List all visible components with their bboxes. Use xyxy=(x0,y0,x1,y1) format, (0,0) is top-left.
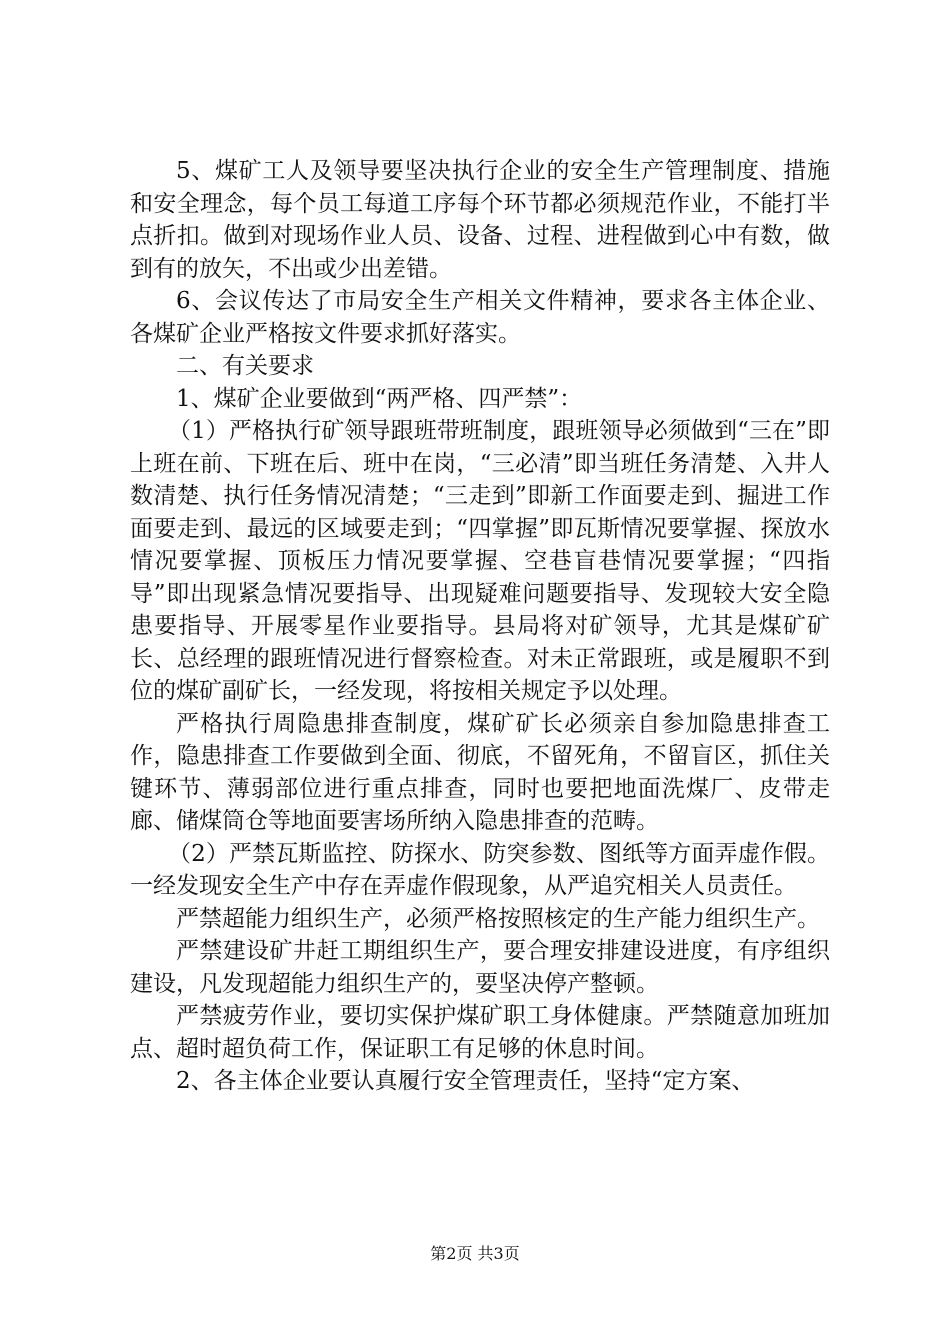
paragraph-item-6: 6、会议传达了市局安全生产相关文件精神，要求各主体企业、各煤矿企业严格按文件要求抓好落实。 xyxy=(130,288,830,347)
paragraph-no-overcapacity: 严禁超能力组织生产，必须严格按照核定的生产能力组织生产。 xyxy=(176,905,820,932)
paragraph-subitem-1: （1）严格执行矿领导跟班带班制度，跟班领导必须做到“三在”即上班在前、下班在后、班中在岗，“三必清”即当班任务清楚、入井人数清楚、执行任务情况清楚；“三走到”即新工作面要走到、掘进工作面要走到、最远的区域要走到；“四掌握”即瓦斯情况要掌握、探放水情况要掌握、顶板压力情况要掌握、空巷盲巷情况要掌握；“四指导”即出现紧急情况要指导、出现疑难问题要指导、发现较大安全隐患要指导、开展零星作业要指导。县局将对矿领导，尤其是煤矿矿长、总经理的跟班情况进行督察检查。对未正常跟班，或是履职不到位的煤矿副矿长，一经发现，将按相关规定予以处理。 xyxy=(130,418,830,704)
document-body xyxy=(130,155,830,1098)
paragraph-no-fatigue-work: 严禁疲劳作业，要切实保护煤矿职工身体健康。严禁随意加班加点、超时超负荷工作，保证职工有足够的休息时间。 xyxy=(130,1003,830,1062)
paragraph-hazard-inspection: 严格执行周隐患排查制度，煤矿矿长必须亲自参加隐患排查工作，隐患排查工作要做到全面、彻底，不留死角，不留盲区，抓住关键环节、薄弱部位进行重点排查，同时也要把地面洗煤厂、皮带走廊、储煤筒仓等地面要害场所纳入隐患排查的范畴。 xyxy=(130,710,830,834)
paragraph-requirement-1: 1、煤矿企业要做到“两严格、四严禁”： xyxy=(176,385,583,412)
page-number-footer: 第2页 共3页 xyxy=(430,1244,520,1263)
paragraph-requirement-2: 2、各主体企业要认真履行安全管理责任，坚持“定方案、 xyxy=(176,1068,755,1094)
paragraph-item-5: 5、煤矿工人及领导要坚决执行企业的安全生产管理制度、措施和安全理念，每个员工每道工序每个环节都必须规范作业，不能打半点折扣。做到对现场作业人员、设备、过程、进程做到心中有数，做到有的放矢，不出或少出差错。 xyxy=(130,158,830,282)
paragraph-subitem-2: （2）严禁瓦斯监控、防探水、防突参数、图纸等方面弄虚作假。一经发现安全生产中存在弄虚作假现象，从严追究相关人员责任。 xyxy=(130,840,830,899)
section-heading-requirements: 二、有关要求 xyxy=(176,353,314,379)
paragraph-no-rush-construction: 严禁建设矿井赶工期组织生产，要合理安排建设进度，有序组织建设，凡发现超能力组织生产的，要坚决停产整顿。 xyxy=(130,938,830,997)
